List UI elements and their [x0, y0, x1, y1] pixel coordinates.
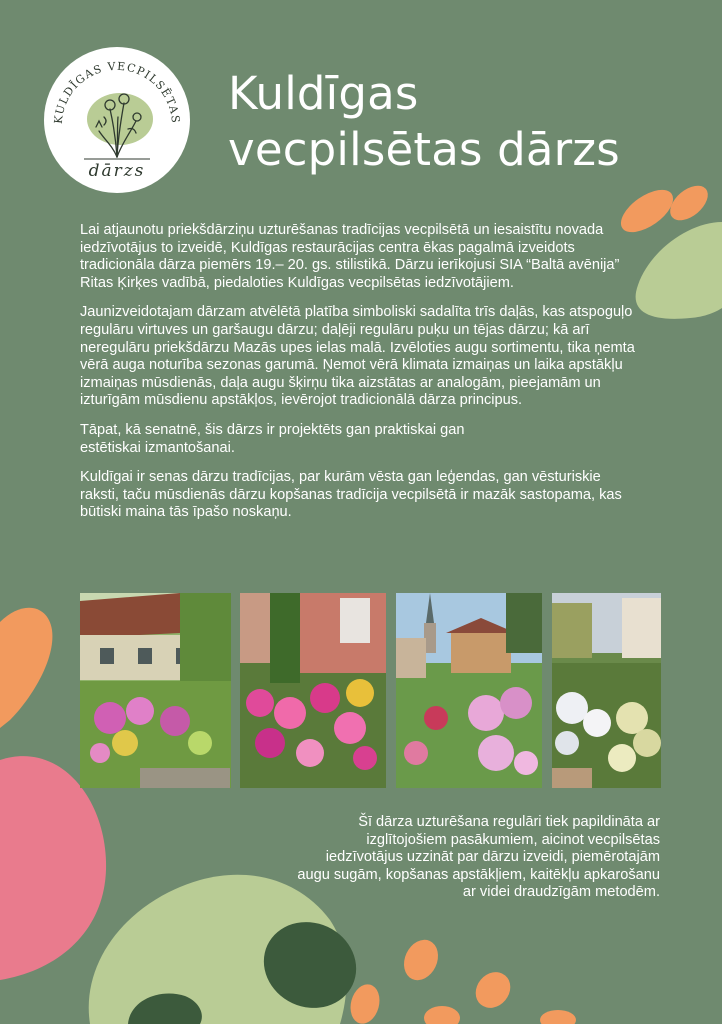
garden-logo	[44, 47, 190, 193]
light-green-blob	[636, 222, 722, 319]
paragraph-4: Kuldīgai ir senas dārzu tradīcijas, par kurām vēsta gan leģendas, gan vēsturiskie raksti, taču mūsdienās dārzu kopšanas tradīcija vecpilsētā ir mazāk sastopama, kas būtiski maina tās īpašo noskaņu.	[80, 469, 622, 521]
garden-photo-3	[396, 593, 542, 788]
title-line-2: vecpilsētas dārzs	[228, 123, 620, 176]
pink-blob	[0, 756, 106, 980]
logo-script-text: dārzs	[88, 161, 146, 181]
article-body	[80, 222, 635, 534]
closing-paragraph: Šī dārza uzturēšana regulāri tiek papildināta ar izglītojošiem pasākumiem, aicinot vecpilsētas iedzīvotājus uzzināt par dārzu izveidi, piemērotajām augu sugām, kopšanas apstākļiem, kaitēkļu apkarošanu ar videi draudzīgām metodēm.	[297, 814, 660, 901]
title-line-1: Kuldīgas	[228, 67, 419, 120]
garden-photo-1	[80, 593, 231, 788]
orange-petal-blob	[346, 981, 383, 1024]
garden-photo-4	[552, 593, 661, 788]
page-title	[228, 66, 620, 178]
orange-petal-blob	[424, 1006, 460, 1024]
orange-blob	[0, 608, 52, 728]
paragraph-3: Tāpat, kā senatnē, šis dārzs ir projektēts gan praktiskai gan estētiskai izmantošanai.	[80, 421, 465, 456]
orange-petal-blob	[469, 965, 518, 1015]
garden-photo-2	[240, 593, 386, 788]
flower-bouquet-icon	[44, 47, 190, 193]
paragraph-2: Jaunizveidotajam dārzam atvēlētā platība simboliski sadalīta trīs daļās, kas atspoguļo regulāru virtuves un garšaugu dārzu; daļēji regulāru puķu un tējas dārzu; kā arī neregulāru priekšdārzu Mazās upes ielas malā. Izvēloties augu sortimentu, tika ņemta vērā auga noturība sezonas garumā. Ņemot vērā klimata izmaiņas un laika apstākļu izmaiņas mūsdienās, daļa augu šķirņu tika aizstātas ar analogām, pieejamām un izturīgām mūsdienu apstākļos, ievērojot tradicionālā dārza principus.	[80, 304, 635, 409]
paragraph-1: Lai atjaunotu priekšdārziņu uzturēšanas tradīcijas vecpilsētā un iesaistītu novada iedzīvotājus to izveidē, Kuldīgas restaurācijas centra ēkas pagalmā izveidots tradicionāla dārza piemērs 19.– 20. gs. stilistikā. Dārzu ierīkojusi SIA “Baltā avēnija” Ritas Ķirķes vadībā, piedaloties Kuldīgas vecpilsētas iedzīvotājiem.	[80, 222, 620, 291]
orange-petal-blob	[540, 1010, 576, 1024]
orange-petal-blob	[398, 934, 445, 986]
logo-arc-text: KULDĪGAS VECPILSĒTAS	[51, 59, 183, 125]
